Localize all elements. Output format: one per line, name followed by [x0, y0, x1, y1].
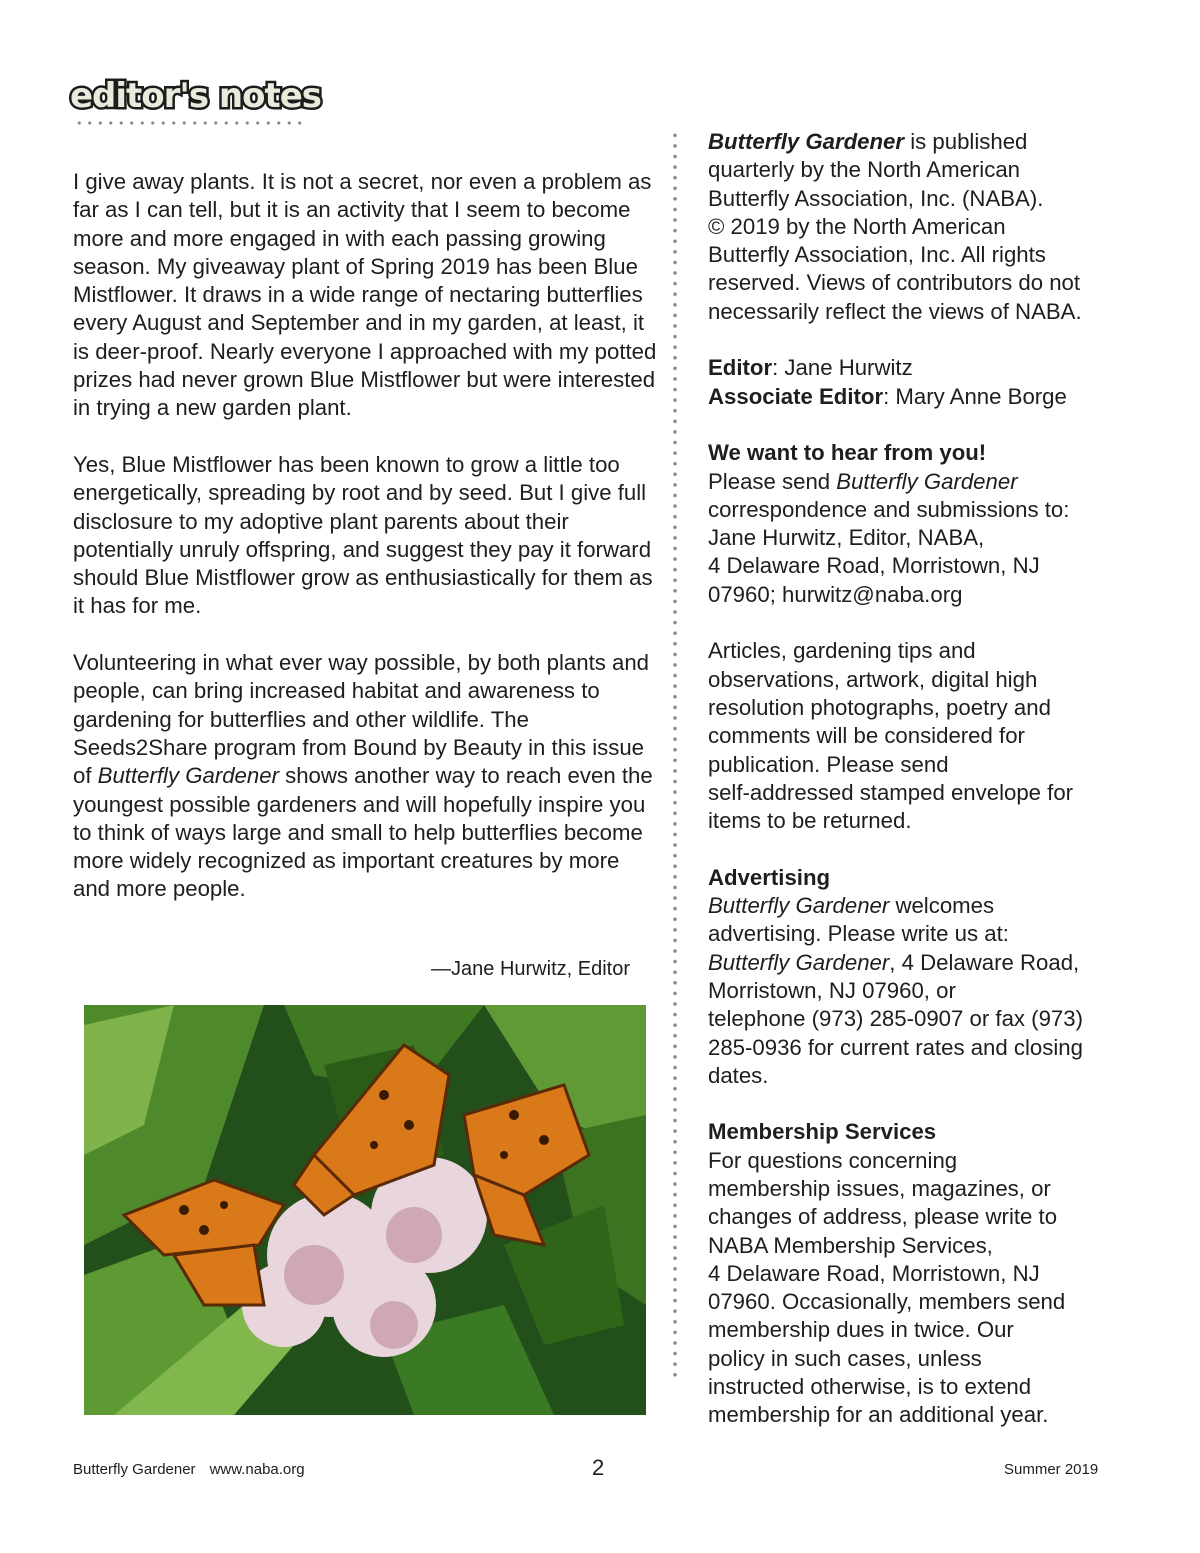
- contact-info: We want to hear from you! Please send Butterfly Gardener correspondence and submissions to: Jane Hurwitz, Editor, NABA, 4 Delaware Road, Morristown, NJ 07960; hurwitz@naba.org: [708, 440, 1070, 607]
- page-number: 2: [592, 1455, 605, 1480]
- letter-paragraph-3: Volunteering in what ever way possible, by both plants and people, can bring increased habitat and awareness to gardening for butterflies and other wildlife. The Seeds2Share program from Bound by Beauty in this issue of Butterfly Gardener shows another way to reach even the youngest possible gardeners and will hopefully inspire you to think of ways large and small to help butterflies become more widely recognized as important creatures by more and more people.: [73, 650, 653, 902]
- column-divider: [672, 130, 678, 1380]
- footer-issue: Summer 2019: [1004, 1461, 1099, 1478]
- publication-info: Butterfly Gardener is published quarterly by the North American Butterfly Association, Inc. (NABA). © 2019 by the North American Butterfly Association, Inc. All rights reserved. Views of contributors do not necessarily reflect the views of NABA.: [708, 129, 1082, 324]
- editors-credits: Editor: Jane Hurwitz Associate Editor: Mary Anne Borge: [708, 355, 1067, 409]
- title-dotted-rule: [74, 120, 304, 126]
- footer-magazine-name: Butterfly Gardener: [73, 1461, 196, 1478]
- letter-paragraph-2: Yes, Blue Mistflower has been known to grow a little too energetically, spreading by root and by seed. But I give full disclosure to my adoptive plant parents about their potentially unruly offspring, and suggest they pay it forward should Blue Mistflower grow as enthusiastically for them as it has for me.: [73, 451, 653, 619]
- editors-letter: [73, 168, 658, 932]
- membership-info: Membership Services For questions concerning membership issues, magazines, or changes of address, please write to NABA Membership Services, 4 Delaware Road, Morristown, NJ 07960. Occasionally, members send membership dues in twice. Our policy in such cases, unless instructed otherwise, is to extend membership for an additional year.: [708, 1119, 1066, 1428]
- masthead: [708, 128, 1128, 1458]
- advertising-info: Advertising Butterfly Gardener welcomes advertising. Please write us at: Butterfly Gardener, 4 Delaware Road, Morristown, NJ 07960, or telephone (973) 285-0907 or fax (973) 285-0936 for current rates and closing dates.: [708, 864, 1083, 1088]
- editor-signature: —Jane Hurwitz, Editor: [431, 958, 630, 980]
- footer-publication: [73, 1461, 305, 1479]
- letter-paragraph-1: I give away plants. It is not a secret, nor even a problem as far as I can tell, but it is an activity that I seem to become more and more engaged in with each passing growing season. My giveaway plant of Spring 2019 has been Blue Mistflower. It draws in a wide range of nectaring butterflies every August and September and in my garden, at least, it is deer-proof. Nearly everyone I approached with my potted prizes had never grown Blue Mistflower but were interested in trying a new garden plant.: [73, 169, 657, 421]
- butterfly-photo: [84, 1005, 646, 1415]
- submissions-info: Articles, gardening tips and observations, artwork, digital high resolution photographs, poetry and comments will be considered for publication. Please send self-addressed stamped envelope for items to be returned.: [708, 638, 1074, 834]
- footer-website: www.naba.org: [209, 1461, 305, 1478]
- section-title: editor's notes: [70, 76, 322, 116]
